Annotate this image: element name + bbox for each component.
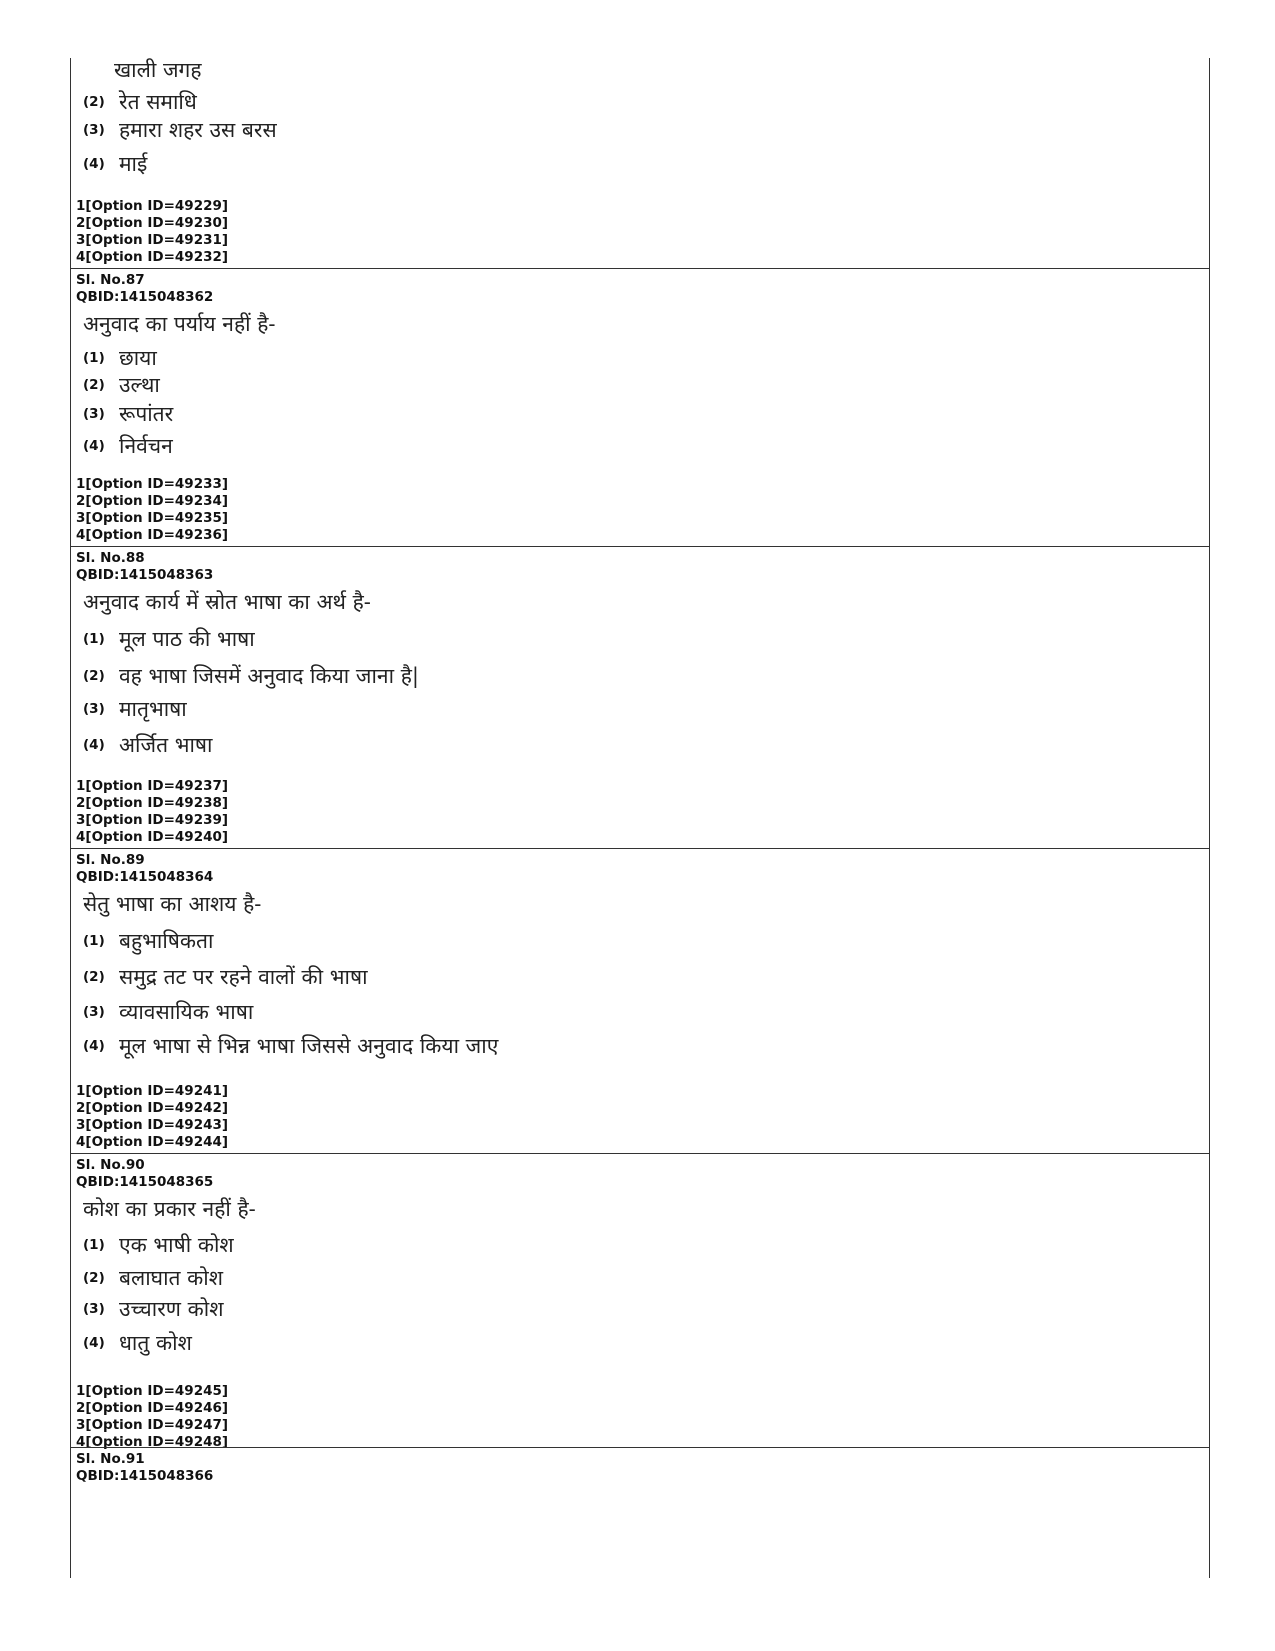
option-number: (1) <box>83 1237 105 1253</box>
option-text: वह भाषा जिसमें अनुवाद किया जाना है| <box>119 664 419 688</box>
serial-number: Sl. No.87 <box>76 272 145 288</box>
option-text: रूपांतर <box>119 402 174 426</box>
option-id: 4[Option ID=49248] <box>76 1434 229 1450</box>
option-id: 1[Option ID=49233] <box>76 476 229 492</box>
option-number: (2) <box>83 94 105 110</box>
qbid: QBID:1415048366 <box>76 1468 214 1484</box>
option-number: (2) <box>83 969 105 985</box>
option-text: व्यावसायिक भाषा <box>119 1000 254 1024</box>
option-number: (1) <box>83 350 105 366</box>
option-number: (4) <box>83 1038 105 1054</box>
option-id: 2[Option ID=49238] <box>76 795 229 811</box>
option-id: 4[Option ID=49236] <box>76 527 229 543</box>
qbid: QBID:1415048363 <box>76 567 214 583</box>
option-text: उल्था <box>119 373 160 397</box>
option-id: 3[Option ID=49239] <box>76 812 229 828</box>
option-id: 1[Option ID=49237] <box>76 778 229 794</box>
option-id: 1[Option ID=49245] <box>76 1383 229 1399</box>
option-number: (4) <box>83 156 105 172</box>
option-text: हमारा शहर उस बरस <box>119 118 277 142</box>
option-text: निर्वचन <box>119 434 173 458</box>
option-id: 3[Option ID=49231] <box>76 232 229 248</box>
option-text: धातु कोश <box>119 1331 192 1355</box>
option-id: 1[Option ID=49241] <box>76 1083 229 1099</box>
option-id: 2[Option ID=49234] <box>76 493 229 509</box>
question-sheet <box>70 58 1210 1578</box>
qbid: QBID:1415048364 <box>76 869 214 885</box>
option-text: एक भाषी कोश <box>119 1233 234 1257</box>
option-id: 3[Option ID=49235] <box>76 510 229 526</box>
option-id: 3[Option ID=49247] <box>76 1417 229 1433</box>
option-text: समुद्र तट पर रहने वालों की भाषा <box>119 965 368 989</box>
option-number: (3) <box>83 701 105 717</box>
divider <box>71 268 1209 269</box>
option-text: अर्जित भाषा <box>119 733 213 757</box>
question-text: सेतु भाषा का आशय है- <box>83 892 262 916</box>
option-id-list <box>76 778 228 846</box>
option-text: बलाघात कोश <box>119 1266 224 1290</box>
option-text: छाया <box>119 346 157 370</box>
option-number: (4) <box>83 737 105 753</box>
serial-number: Sl. No.91 <box>76 1451 145 1467</box>
option-number: (3) <box>83 1004 105 1020</box>
option-id: 2[Option ID=49242] <box>76 1100 229 1116</box>
option-id-list <box>76 1383 228 1451</box>
question-text: अनुवाद कार्य में स्रोत भाषा का अर्थ है- <box>83 590 371 614</box>
divider <box>71 848 1209 849</box>
option-number: (3) <box>83 406 105 422</box>
option-text: रेत समाधि <box>119 90 197 114</box>
option-text: उच्चारण कोश <box>119 1297 224 1321</box>
question-text: अनुवाद का पर्याय नहीं है- <box>83 312 276 336</box>
option-id: 4[Option ID=49244] <box>76 1134 229 1150</box>
option-number: (2) <box>83 1270 105 1286</box>
option-id-list <box>76 198 228 266</box>
option-id: 3[Option ID=49243] <box>76 1117 229 1133</box>
serial-number: Sl. No.90 <box>76 1157 145 1173</box>
option-number: (1) <box>83 933 105 949</box>
option-text: मातृभाषा <box>119 697 187 721</box>
option-number: (3) <box>83 122 105 138</box>
option-number: (4) <box>83 438 105 454</box>
question-text: कोश का प्रकार नहीं है- <box>83 1197 256 1221</box>
option-text: मूल पाठ की भाषा <box>119 627 255 651</box>
option-text: बहुभाषिकता <box>119 929 214 953</box>
divider <box>71 1447 1209 1448</box>
continued-option-text: खाली जगह <box>114 58 202 82</box>
option-number: (3) <box>83 1301 105 1317</box>
option-number: (1) <box>83 631 105 647</box>
serial-number: Sl. No.89 <box>76 852 145 868</box>
option-number: (2) <box>83 377 105 393</box>
divider <box>71 1153 1209 1154</box>
option-number: (4) <box>83 1335 105 1351</box>
option-text: माई <box>119 152 148 176</box>
qbid: QBID:1415048365 <box>76 1174 214 1190</box>
serial-number: Sl. No.88 <box>76 550 145 566</box>
option-id-list <box>76 476 228 544</box>
option-id: 4[Option ID=49240] <box>76 829 229 845</box>
option-id: 1[Option ID=49229] <box>76 198 229 214</box>
option-text: मूल भाषा से भिन्न भाषा जिससे अनुवाद किया जाए <box>119 1034 499 1058</box>
option-id: 2[Option ID=49230] <box>76 215 229 231</box>
option-number: (2) <box>83 668 105 684</box>
qbid: QBID:1415048362 <box>76 289 214 305</box>
option-id: 4[Option ID=49232] <box>76 249 229 265</box>
option-id-list <box>76 1083 228 1151</box>
option-id: 2[Option ID=49246] <box>76 1400 229 1416</box>
divider <box>71 546 1209 547</box>
